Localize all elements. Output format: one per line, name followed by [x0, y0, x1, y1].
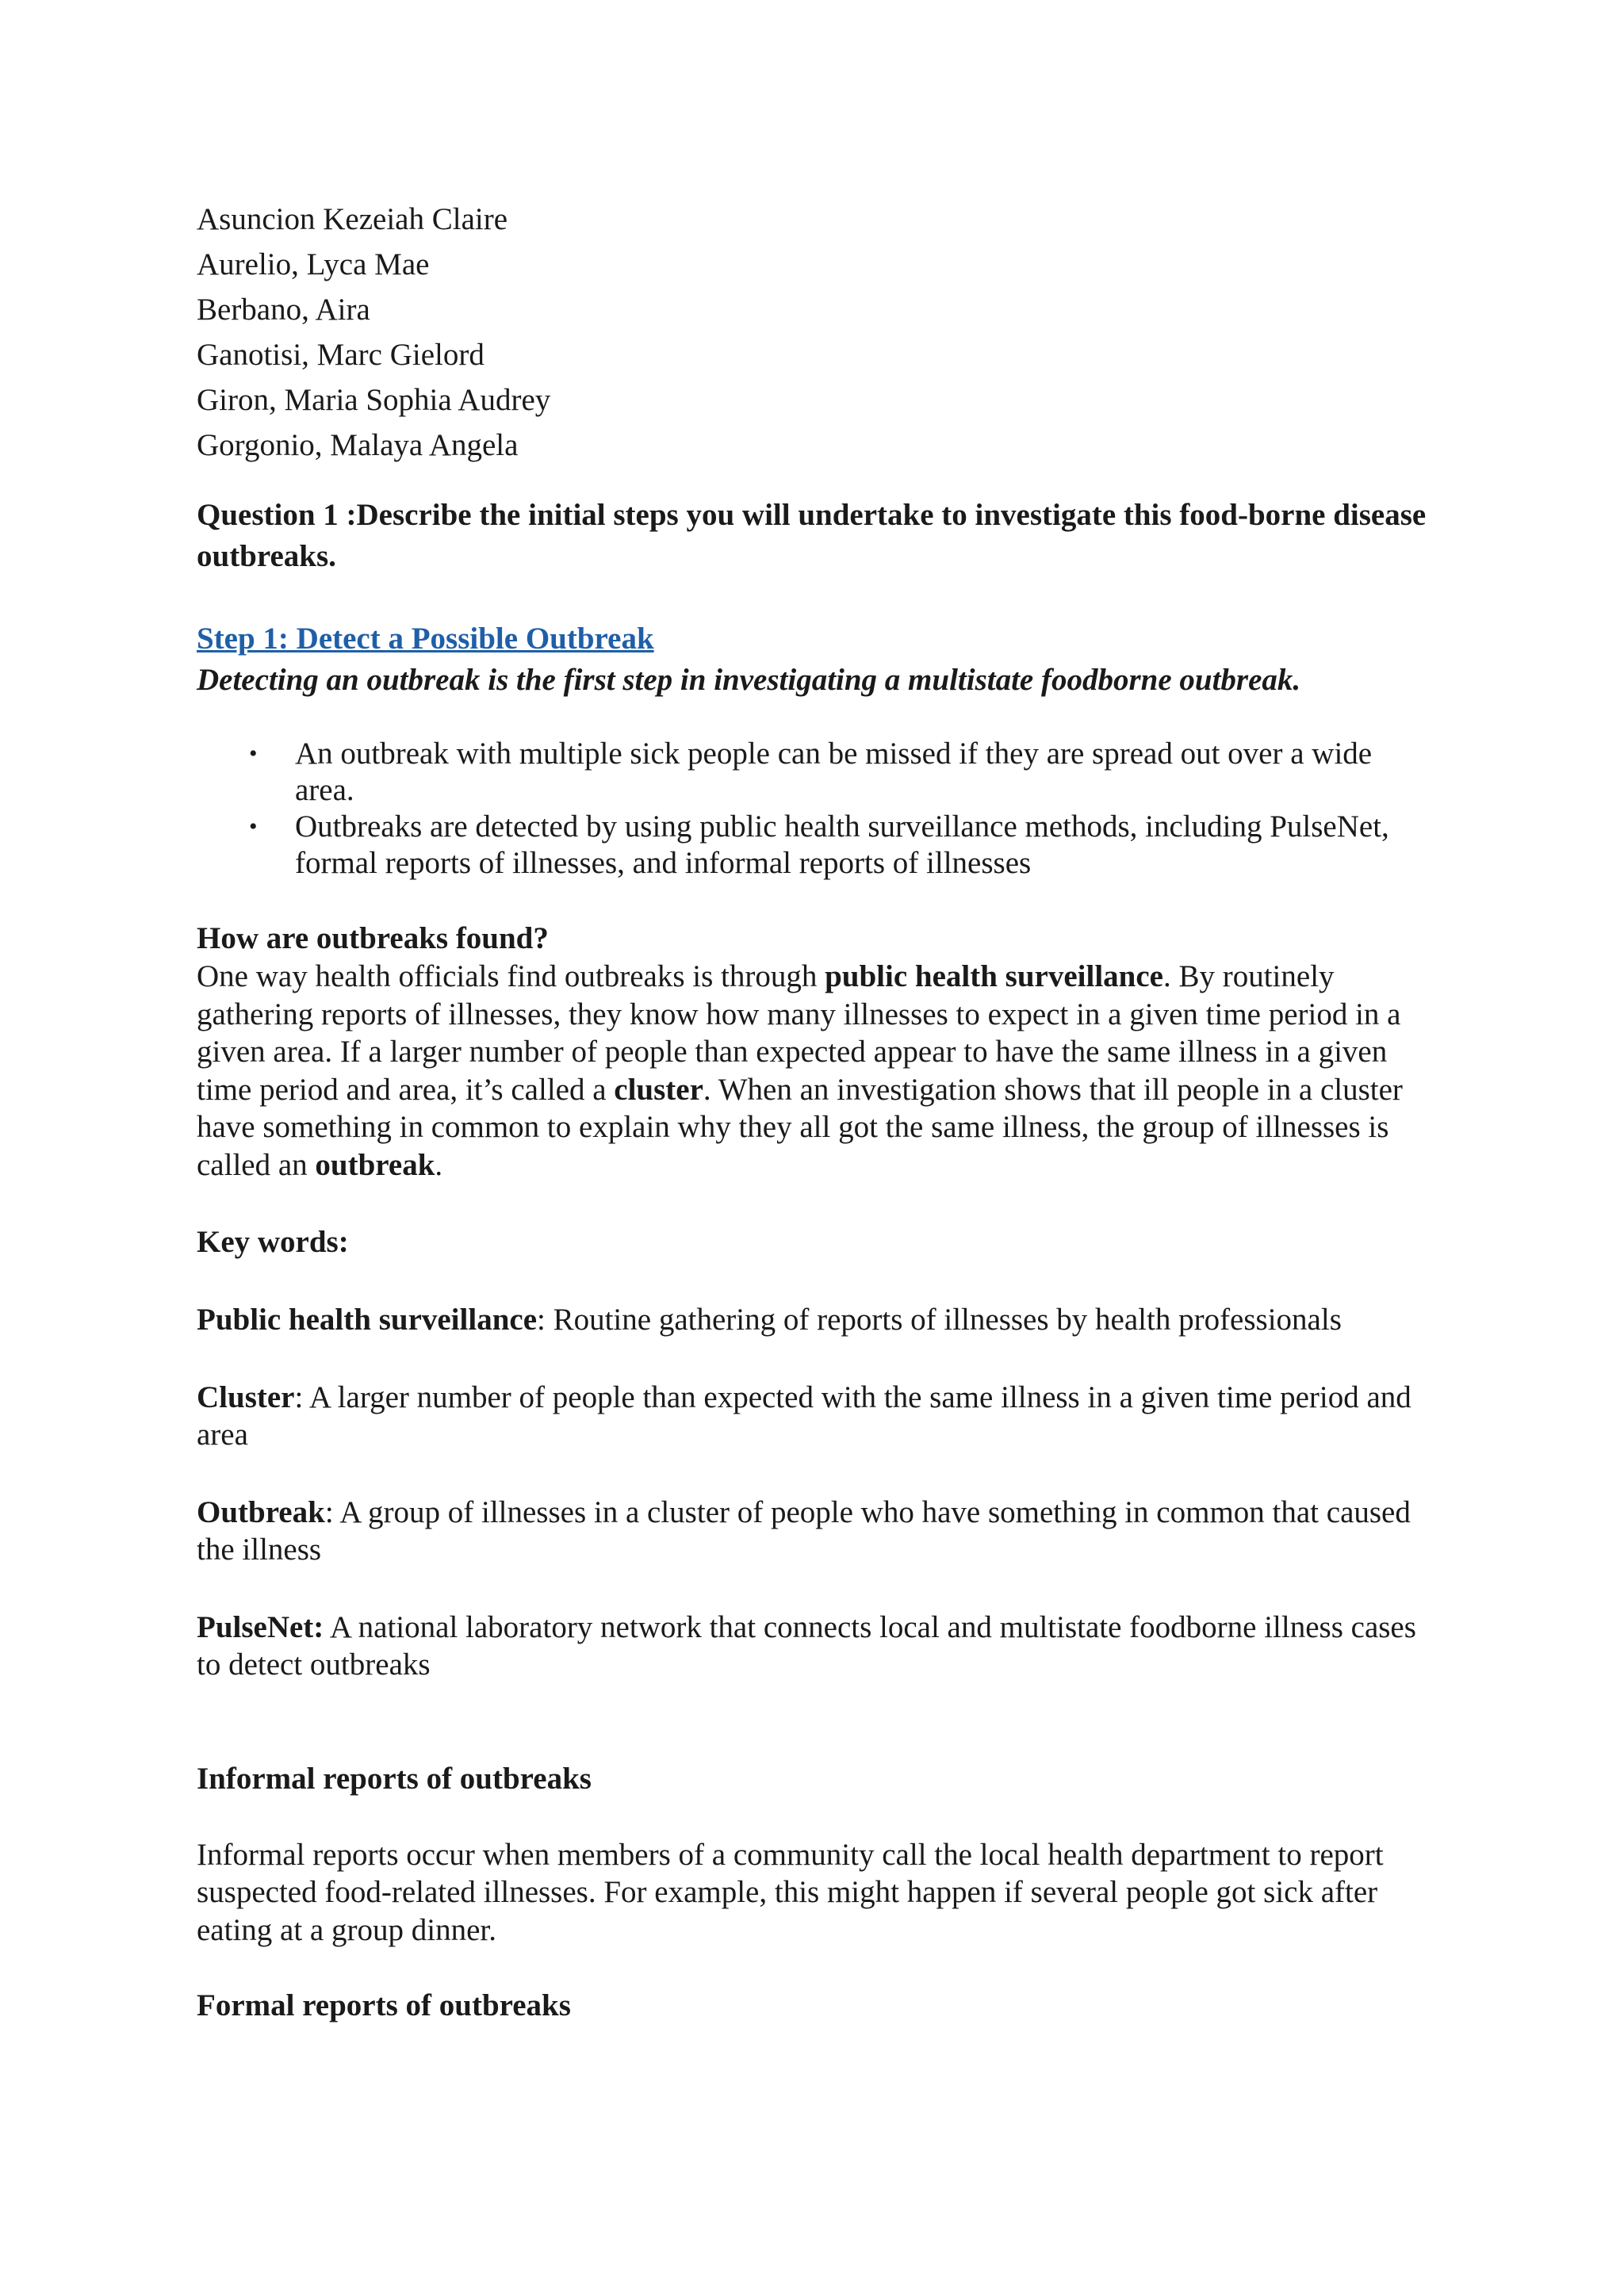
text-run: . When an investigation shows that ill people in a cluster have something in common to explain why they all got the same illness, the group of illnesses is called an: [197, 1072, 1403, 1182]
author-list: [197, 197, 1434, 468]
definition-cluster: [197, 1379, 1434, 1454]
author-name: Aurelio, Lyca Mae: [197, 247, 430, 281]
step-1-subtitle: Detecting an outbreak is the first step in investigating a multistate foodborne outbreak.: [197, 663, 1301, 697]
definition-outbreak: [197, 1494, 1434, 1569]
list-item-text: An outbreak with multiple sick people can be missed if they are spread out over a wide area.: [295, 737, 1373, 807]
step-1-link[interactable]: Step 1: Detect a Possible Outbreak: [197, 622, 654, 656]
author-name: Berbano, Aira: [197, 293, 370, 327]
informal-reports-heading: Informal reports of outbreaks: [197, 1761, 592, 1796]
definition-surveillance: [197, 1301, 1434, 1339]
definition-term: Public health surveillance: [197, 1303, 537, 1337]
definition-text: : A group of illnesses in a cluster of people who have something in common that caused the illness: [197, 1494, 1411, 1567]
text-run: One way health officials find outbreaks is through: [197, 959, 825, 993]
how-found-heading: How are outbreaks found?: [197, 921, 549, 955]
author-name: Asuncion Kezeiah Claire: [197, 202, 508, 236]
author-name: Ganotisi, Marc Gielord: [197, 338, 485, 372]
definition-term: Cluster: [197, 1380, 295, 1414]
definition-text: : A larger number of people than expected with the same illness in a given time period and area: [197, 1380, 1411, 1452]
formal-reports-heading: Formal reports of outbreaks: [197, 1988, 571, 2022]
author-name: Giron, Maria Sophia Audrey: [197, 383, 551, 417]
definition-term: PulseNet:: [197, 1609, 324, 1644]
list-item-text: Outbreaks are detected by using public health surveillance methods, including PulseNet, formal reports of illnesses, and informal reports of illnesses: [295, 809, 1389, 880]
definition-pulsenet: [197, 1609, 1434, 1684]
text-run: .: [435, 1147, 443, 1182]
document-content: [197, 197, 1434, 2025]
bold-term: public health surveillance: [825, 959, 1163, 993]
bullet-list: [197, 736, 1434, 882]
bullet-icon: •: [249, 740, 258, 767]
text-run: . By routinely gathering reports of illnesses, they know how many illnesses to expect in a given time period in a given area. If a larger number of people than expected appear to have the same illness in a given time period and area, it’s called a: [197, 959, 1401, 1107]
definition-text: A national laboratory network that connects local and multistate foodborne illness cases to detect outbreaks: [197, 1609, 1416, 1682]
definition-text: : Routine gathering of reports of illnesses by health professionals: [537, 1303, 1342, 1337]
bold-term: outbreak: [315, 1147, 435, 1182]
author-name: Gorgonio, Malaya Angela: [197, 428, 519, 462]
list-item: [197, 809, 1434, 882]
bullet-icon: •: [249, 813, 258, 840]
list-item: [197, 736, 1434, 809]
bold-term: cluster: [614, 1072, 703, 1107]
how-found-paragraph: [197, 958, 1434, 1184]
informal-reports-paragraph: Informal reports occur when members of a community call the local health department to report suspected food-related illnesses. For example, this might happen if several people got sick after eating at a group dinner.: [197, 1837, 1384, 1947]
definition-term: Outbreak: [197, 1494, 325, 1529]
key-words-heading: Key words:: [197, 1225, 349, 1259]
question-heading: Question 1 :Describe the initial steps you will undertake to investigate this food-borne disease outbreaks.: [197, 498, 1427, 573]
